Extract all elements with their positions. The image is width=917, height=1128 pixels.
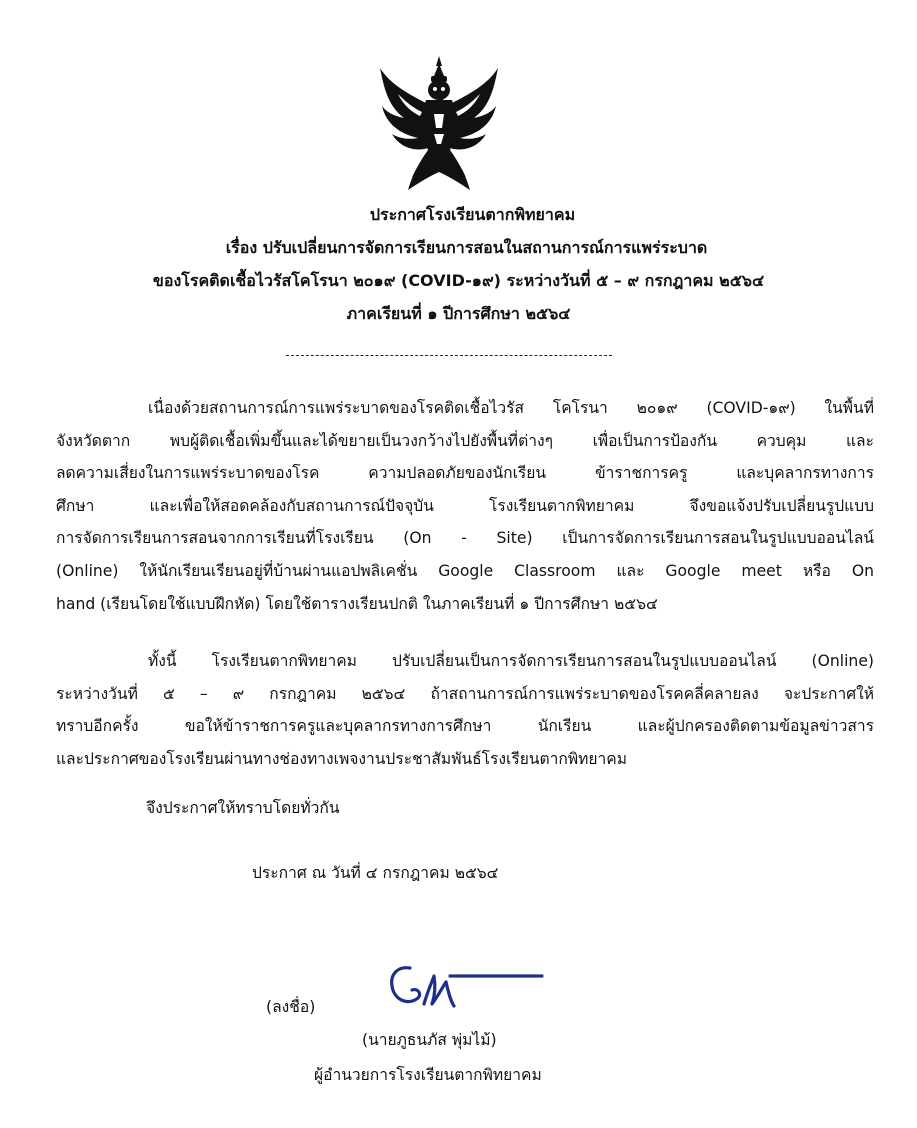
handwritten-signature [384, 960, 544, 1020]
announcement-date: ประกาศ ณ วันที่ ๔ กรกฎาคม ๒๕๖๔ [252, 864, 499, 882]
paragraph-line: การจัดการเรียนการสอนจากการเรียนที่โรงเรียน (On - Site) เป็นการจัดการเรียนการสอนในรูปแบบออนไลน์ [56, 529, 874, 548]
paragraph-line: ระหว่างวันที่ ๕ – ๙ กรกฎาคม ๒๕๖๔ ถ้าสถานการณ์การแพร่ระบาดของโรคคลี่คลายลง จะประกาศให้ [56, 684, 874, 703]
paragraph-line: (Online) ให้นักเรียนเรียนอยู่ที่บ้านผ่านแอปพลิเคชั่น Google Classroom และ Google meet หรือ On [56, 561, 874, 580]
paragraph-line: ทราบอีกครั้ง ขอให้ข้าราชการครูและบุคลากรทางการศึกษา นักเรียน และผู้ปกครองติดตามข้อมูลข่าวสาร [56, 717, 874, 736]
paragraph-line: ทั้งนี้ โรงเรียนตากพิทยาคม ปรับเปลี่ยนเป็นการจัดการเรียนการสอนในรูปแบบออนไลน์ (Online) [148, 652, 874, 670]
announcement-subject: เรื่อง ปรับเปลี่ยนการจัดการเรียนการสอนในสถานการณ์การแพร่ระบาด [225, 238, 708, 257]
paragraph-line: จังหวัดตาก พบผู้ติดเชื้อเพิ่มขึ้นและได้ขยายเป็นวงกว้างไปยังพื้นที่ต่างๆ เพื่อเป็นการป้องกัน ควบคุม และ [56, 431, 874, 450]
announcement-title: ประกาศโรงเรียนตากพิทยาคม [369, 205, 576, 224]
garuda-emblem-icon [378, 54, 500, 196]
body-paragraph-2 [56, 645, 874, 775]
closing-statement: จึงประกาศให้ทราบโดยทั่วกัน [146, 799, 340, 817]
signatory-position: ผู้อำนวยการโรงเรียนตากพิทยาคม [314, 1066, 542, 1084]
body-paragraph-1 [56, 392, 874, 620]
signatory-name: (นายภูธนภัส พุ่มไม้) [362, 1031, 497, 1049]
signature-label: (ลงชื่อ) [266, 998, 316, 1016]
paragraph-line: และประกาศของโรงเรียนผ่านทางช่องทางเพจงานประชาสัมพันธ์โรงเรียนตากพิทยาคม [56, 749, 628, 768]
paragraph-line: เนื่องด้วยสถานการณ์การแพร่ระบาดของโรคติดเชื้อไวรัส โคโรนา ๒๐๑๙ (COVID-๑๙) ในพื้นที่ [148, 399, 874, 417]
announcement-term: ภาคเรียนที่ ๑ ปีการศึกษา ๒๕๖๔ [346, 304, 571, 323]
paragraph-line: hand (เรียนโดยใช้แบบฝึกหัด) โดยใช้ตารางเรียนปกติ ในภาคเรียนที่ ๑ ปีการศึกษา ๒๕๖๔ [56, 594, 658, 613]
announcement-subject-cont: ของโรคติดเชื้อไวรัสโคโรนา ๒๐๑๙ (COVID-๑๙) ระหว่างวันที่ ๕ – ๙ กรกฎาคม ๒๕๖๔ [152, 271, 765, 290]
separator-line [286, 355, 612, 356]
paragraph-line: ลดความเสี่ยงในการแพร่ระบาดของโรค ความปลอดภัยของนักเรียน ข้าราชการครู และบุคลากรทางการ [56, 464, 874, 483]
paragraph-line: ศึกษา และเพื่อให้สอดคล้องกับสถานการณ์ปัจจุบัน โรงเรียนตากพิทยาคม จึงขอแจ้งปรับเปลี่ยนรูปแบบ [56, 496, 874, 515]
announcement-header [0, 198, 917, 330]
